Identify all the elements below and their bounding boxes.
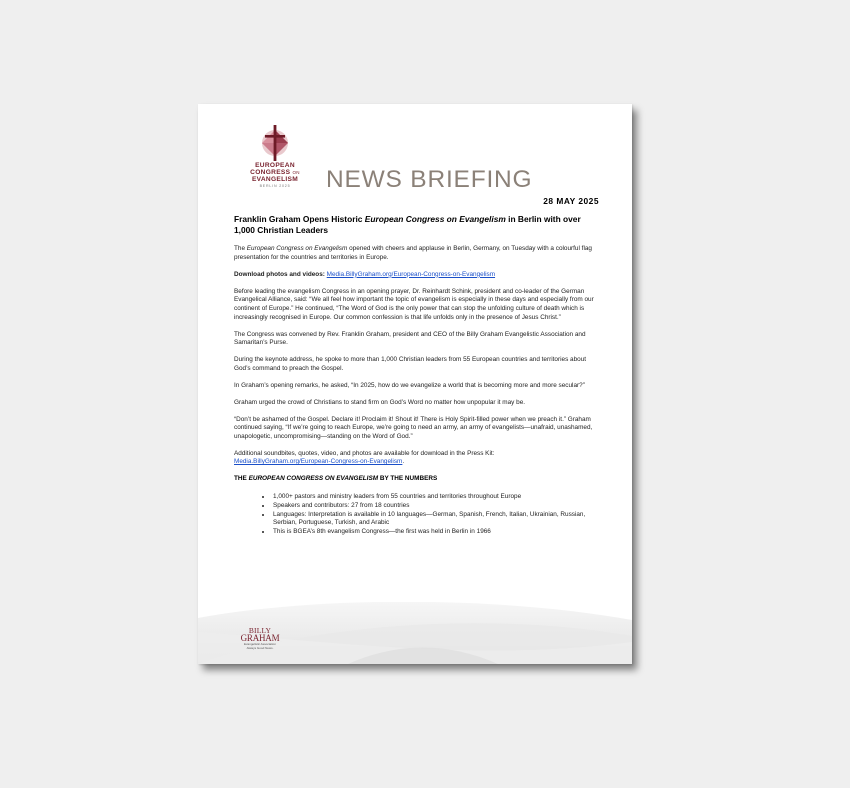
list-item: • Languages: Interpretation is available in 10 languages—German, Spanish, French, Italian, Ukrainian, Russian, Serbian, Portuguese, Turkish, and Arabic xyxy=(272,511,598,528)
bgea-logo-billy: BILLY xyxy=(248,626,272,635)
press-kit-link[interactable]: Media.BillyGraham.org/European-Congress-on-Evangelism xyxy=(234,458,403,466)
list-item: • This is BGEA’s 8th evangelism Congress—the first was held in Berlin in 1966 xyxy=(272,528,598,537)
download-link[interactable]: Media.BillyGraham.org/European-Congress-on-Evangelism xyxy=(326,270,496,278)
paragraph-keynote: During the keynote address, he spoke to more than 1,000 Christian leaders from 55 European countries and territories about God’s command to preach the Gospel. xyxy=(234,356,587,372)
download-label: Download photos and videos: xyxy=(234,270,325,278)
numbers-list xyxy=(234,493,598,537)
news-briefing-page xyxy=(198,104,632,664)
additional-paragraph: Additional soundbites, quotes, video, and photos are available for download in the Press Kit: Media.BillyGraham.org/European-Congress-on-Evangelism. xyxy=(234,449,495,466)
download-line xyxy=(234,271,598,280)
list-item: • 1,000+ pastors and ministry leaders from 55 countries and territories throughout Europe xyxy=(272,493,598,502)
numbers-heading: THE EUROPEAN CONGRESS ON EVANGELISM BY THE NUMBERS xyxy=(234,475,438,483)
article-body xyxy=(234,214,598,537)
paragraph-convened: The Congress was convened by Rev. Franklin Graham, president and CEO of the Billy Graham Evangelistic Association and Samaritan’s Purse. xyxy=(234,330,586,347)
paragraph-quote: “Don’t be ashamed of the Gospel. Declare it! Proclaim it! Shout it! There is Holy Spirit-filled power when we preach it.” Graham continued saying, “If we’re going to reach Europe, we’re going to need an army, an army of evangelists—unafraid, unashamed, unapologetic, uncompromising—standing on the Word of God.” xyxy=(234,415,593,440)
intro-paragraph: The European Congress on Evangelism opened with cheers and applause in Berlin, Germany, on Tuesday with a colourful flag presentation for the countries and territories in Europe. xyxy=(234,245,592,261)
paragraph-remarks: In Graham’s opening remarks, he asked, “In 2025, how do we evangelize a world that is becoming more and more secular?” xyxy=(234,381,585,389)
page-title: NEWS BRIEFING xyxy=(326,166,533,193)
congress-logo xyxy=(242,124,308,189)
bgea-logo-tagline: Always Good News. xyxy=(246,646,274,650)
logo-text-congress: CONGRESS ON xyxy=(250,169,300,176)
cross-emblem-icon xyxy=(260,124,290,162)
release-date: 28 MAY 2025 xyxy=(543,196,599,206)
list-item: • Speakers and contributors: 27 from 18 countries xyxy=(272,502,598,511)
bgea-logo xyxy=(238,627,282,651)
paragraph-schink: Before leading the evangelism Congress in an opening prayer, Dr. Reinhardt Schink, president and co-leader of the German Evangelical Alliance, said: “We all feel how important the topic of evangelism is especially in these days and especially from our continent of Europe.” He continued, “The Word of God is the only power that can stop the unfolding culture of death which is increasingly recognised in Europe. Our common confession is that life unfolds only in the presence of Jesus Christ.” xyxy=(234,287,594,321)
headline: Franklin Graham Opens Historic European Congress on Evangelism in Berlin with over 1,000 Christian Leaders xyxy=(234,214,581,235)
logo-text-berlin: BERLIN 2025 xyxy=(259,184,291,188)
logo-text-european: EUROPEAN xyxy=(255,162,295,169)
paragraph-urged: Graham urged the crowd of Christians to stand firm on God’s Word no matter how unpopular it may be. xyxy=(234,398,526,406)
logo-text-evangelism: EVANGELISM xyxy=(251,176,299,183)
bgea-logo-association: Evangelistic Association xyxy=(243,642,277,646)
bgea-logo-graham: GRAHAM xyxy=(240,633,280,643)
